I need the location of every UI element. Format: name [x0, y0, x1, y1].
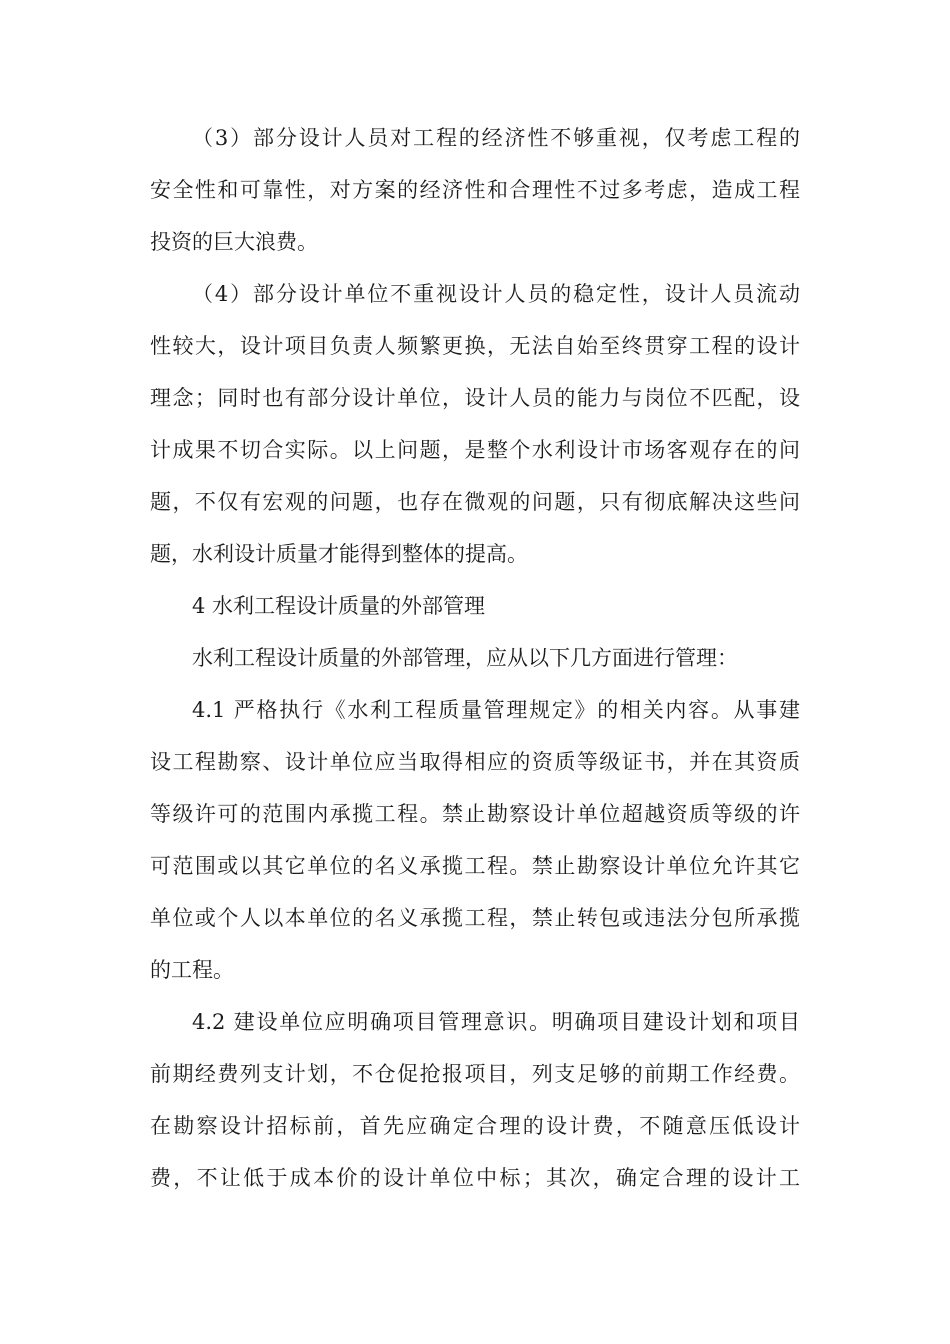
text-line: 水利工程设计质量的外部管理，应从以下几方面进行管理： [192, 646, 738, 670]
section-heading-4 [150, 580, 800, 632]
text-line: 的工程。 [150, 958, 234, 982]
text-line: 可范围或以其它单位的名义承揽工程。禁止勘察设计单位允许其它 [150, 854, 800, 878]
paragraph-4-2 [150, 996, 800, 1204]
paragraph-4 [150, 268, 800, 580]
paragraph-4-1 [150, 684, 800, 996]
text-line: 费，不让低于成本价的设计单位中标；其次，确定合理的设计工 [150, 1166, 800, 1190]
text-line: 4.2 建设单位应明确项目管理意识。明确项目建设计划和项目 [192, 1010, 800, 1034]
text-line: 等级许可的范围内承揽工程。禁止勘察设计单位超越资质等级的许 [150, 802, 800, 826]
text-line: 题，不仅有宏观的问题，也存在微观的问题，只有彻底解决这些问 [150, 490, 800, 514]
text-line: 计成果不切合实际。以上问题，是整个水利设计市场客观存在的问 [150, 438, 800, 462]
text-line: 安全性和可靠性，对方案的经济性和合理性不过多考虑，造成工程 [150, 178, 800, 202]
text-line: 4.1 严格执行《水利工程质量管理规定》的相关内容。从事建 [192, 698, 800, 722]
text-line: 性较大，设计项目负责人频繁更换，无法自始至终贯穿工程的设计 [150, 334, 800, 358]
section-4-intro [150, 632, 800, 684]
text-line: 理念；同时也有部分设计单位，设计人员的能力与岗位不匹配，设 [150, 386, 800, 410]
text-line: 在勘察设计招标前，首先应确定合理的设计费，不随意压低设计 [150, 1114, 800, 1138]
heading-text: 4 水利工程设计质量的外部管理 [192, 594, 486, 618]
document-body [150, 112, 800, 1204]
text-line: 题，水利设计质量才能得到整体的提高。 [150, 542, 528, 566]
text-line: （4）部分设计单位不重视设计人员的稳定性，设计人员流动 [192, 282, 800, 306]
text-line: 设工程勘察、设计单位应当取得相应的资质等级证书，并在其资质 [150, 750, 800, 774]
text-line: 投资的巨大浪费。 [150, 230, 318, 254]
text-line: 前期经费列支计划，不仓促抢报项目，列支足够的前期工作经费。 [150, 1062, 800, 1086]
text-line: 单位或个人以本单位的名义承揽工程，禁止转包或违法分包所承揽 [150, 906, 800, 930]
text-line: （3）部分设计人员对工程的经济性不够重视，仅考虑工程的 [192, 126, 800, 150]
paragraph-3 [150, 112, 800, 268]
